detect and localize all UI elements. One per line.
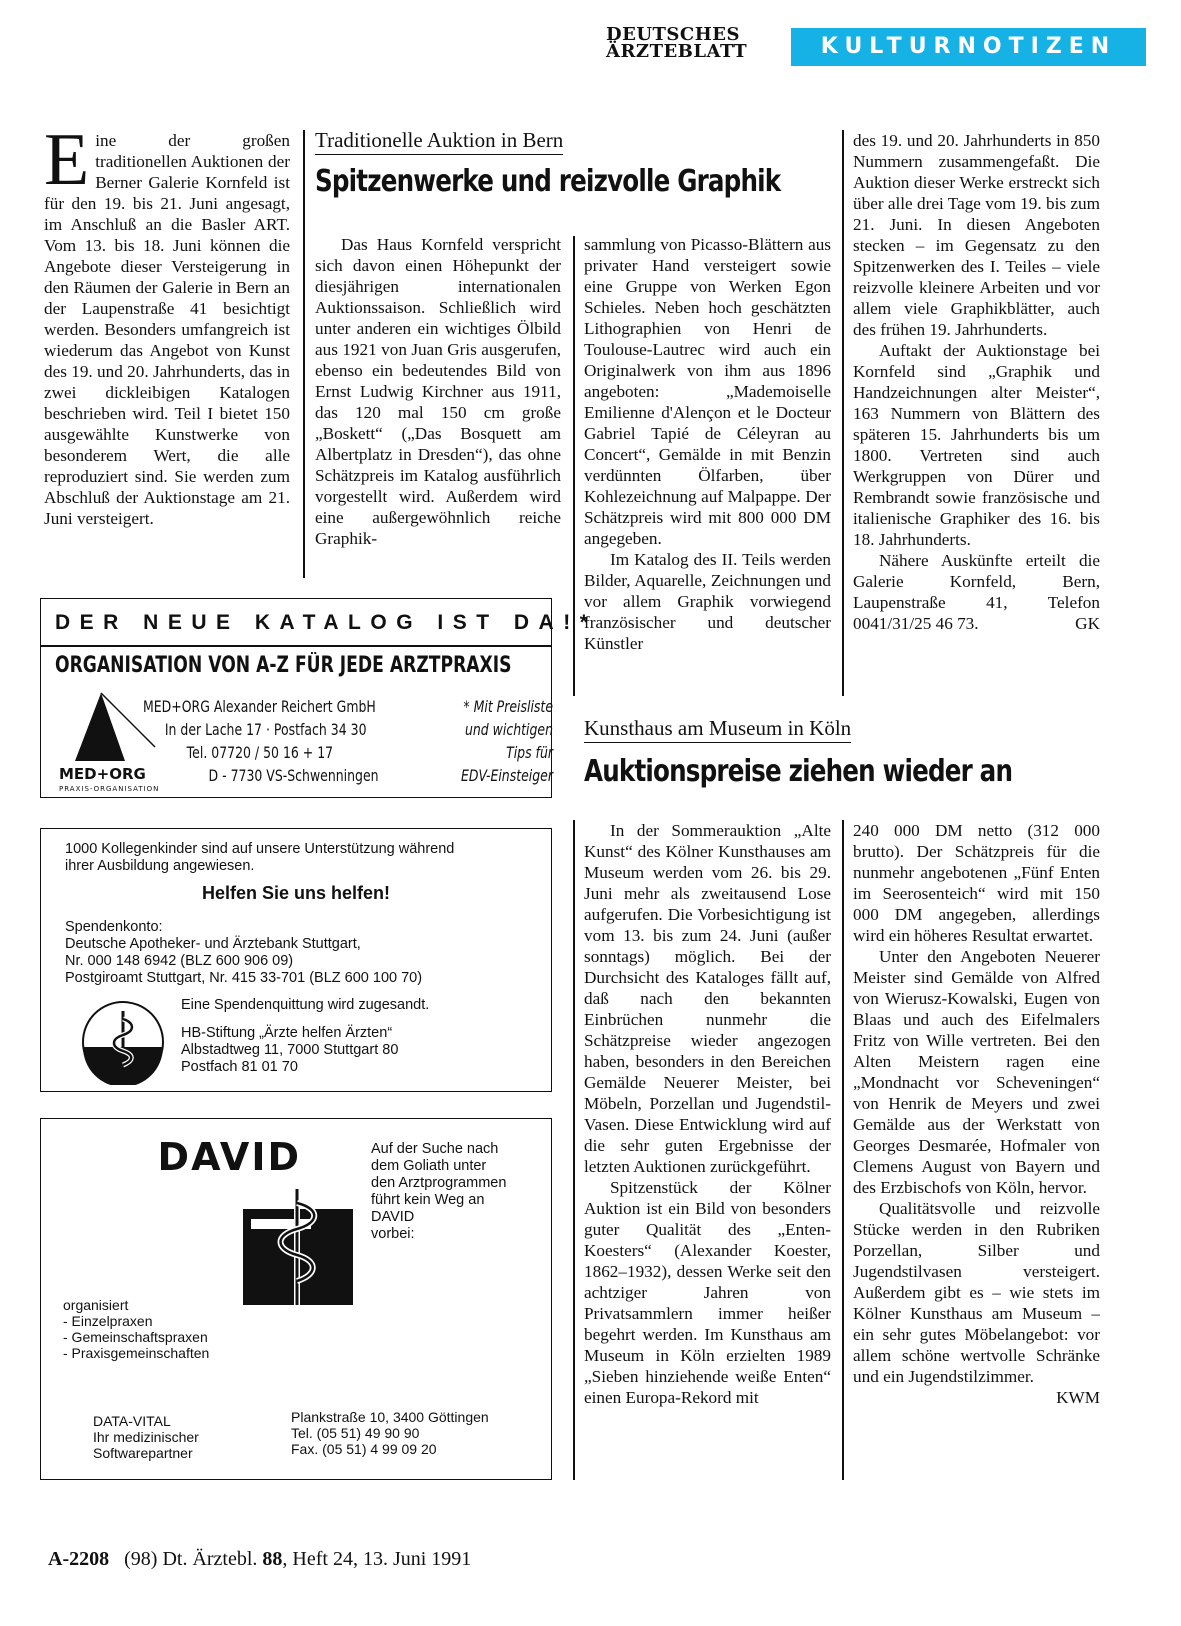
article-1-headline: Spitzenwerke und reizvolle Graphik [315,164,781,199]
ad-intro [65,841,454,875]
ad-headline: Helfen Sie uns helfen! [201,883,391,903]
article-2-column-1 [584,820,831,1408]
account-number: Nr. 000 148 6942 (BLZ 600 906 09) [65,953,294,969]
article-2-headline: Auktionspreise ziehen wieder an [584,754,1013,789]
article-2-header [584,716,1114,789]
list-item: - Gemeinschaftspraxen [63,1329,208,1345]
pitch-line: den Arztprogrammen [371,1175,507,1191]
foundation-address [181,1025,398,1076]
aesculap-emblem-icon [63,999,183,1085]
foundation-name: HB-Stiftung „Ärzte helfen Ärzten“ [181,1025,393,1041]
list-heading: organisiert [63,1297,129,1313]
service-list [63,1297,209,1361]
logo-line-1: DEUTSCHES [606,24,740,45]
po-box: Postfach 81 01 70 [181,1059,298,1075]
vendor-line: DATA-VITAL [93,1413,171,1429]
intro-line: ihrer Ausbildung angewiesen. [65,858,255,874]
phone: Tel. 07720 / 50 16 + 17 [186,743,334,762]
journal-logo [606,26,747,60]
bank-name: Deutsche Apotheker- und Ärztebank Stuttgart, [65,936,361,952]
page-code: A-2208 [48,1548,110,1570]
column-divider [573,820,575,1480]
note-line: Tips für [506,743,553,762]
ad-pitch [371,1141,506,1243]
masthead [606,20,1166,72]
paragraph: Qualitätsvolle und reizvolle Stücke werden in den Rubriken Porzellan, Silber und Jugendstilvasen versteigert. Außerdem gibt es – wie stets im Kölner Kunsthaus am Museum – ein sehr gutes Möbelangebot: vor allem schöne wertvolle Schränke und ein Jugendstilzimmer. [853,1199,1100,1386]
drop-cap: E [44,119,90,201]
paragraph: In der Sommerauktion „Alte Kunst“ des Kölner Kunsthauses am Museum werden vom 26. bis 29. Juni mehr als zweitausend Lose aufgerufen. Die Vorbesichtigung ist vom 13. bis zum 24. Juni (außer sonntags) möglich. Bei der Durchsicht des Kataloges fällt auf, daß nach den bekannten Einbrüchen nunmehr die Schätzpreise wieder angezogen haben, besonders in den Bereichen Gemälde Neuerer Meister, bei Möbeln, Porzellan und Jugendstil-Vasen. Diese Entwicklung wird auf die sehr guten Ergebnisse der letzten Auktionen zurückgeführt. [584,821,831,1176]
logo-subtext: PRAXIS-ORGANISATION [59,785,160,793]
note-line: EDV-Einsteiger [461,766,553,785]
intro-column [44,119,290,529]
note-line: * Mit Preisliste [463,697,553,716]
pitch-line: Auf der Suche nach [371,1141,499,1157]
ad-banner: DER NEUE KATALOG IST DA!* [55,611,598,634]
pitch-line: DAVID [371,1209,415,1225]
company-name: MED+ORG Alexander Reichert GmbH [143,697,376,716]
article-1-column-1 [315,234,561,549]
david-logo: DAVID [157,1135,301,1179]
vendor-line: Softwarepartner [93,1445,193,1461]
column-divider [303,130,305,578]
city: D - 7730 VS-Schwenningen [208,766,379,785]
volume: 88 [262,1548,283,1570]
computer-snake-icon [237,1189,365,1311]
article-1-header [315,128,833,199]
street: Albstadtweg 11, 7000 Stuttgart 80 [181,1042,399,1058]
account-label: Spendenkonto: [65,919,163,935]
paragraph: Spitzenstück der Kölner Auktion ist ein Bild von besonders guter Qualität des „Enten-Koesters“ (Alexander Koester, 1862–1932), dessen Werke seit den achtziger Jahren von Privatsammlern immer heißer begehrt werden. Im Kunsthaus am Museum in Köln erzielten 1989 „Sieben hinziehende weiße Enten“ einen Europa-Rekord mit [584,1178,831,1407]
medorg-advertisement [40,598,598,798]
address-line: Plankstraße 10, 3400 Göttingen [291,1409,489,1425]
paragraph: sammlung von Picasso-Blättern aus privater Hand versteigert sowie eine Gruppe von Werken Egon Schieles. Neben hoch geschätzten Lithographien von Henri de Toulouse-Lautrec wird auch ein Originalwerk von ihm aus 1896 angeboten: „Mademoiselle Emilienne d'Alençon et le Docteur Gabriel Tapié de Céleyran au Concert“, Gemälde in mit Benzin verdünnten Ölfarben, über Kohlezeichnung auf Malpappe. Der Schätzpreis wird mit 800 000 DM angegeben. [584,235,831,548]
list-item: - Praxisgemeinschaften [63,1345,210,1361]
logo-text: MED+ORG [59,765,146,783]
section-title: KULTURNOTIZEN [791,28,1146,66]
address-line: Tel. (05 51) 49 90 90 [291,1425,420,1441]
ad-note [461,695,553,787]
paragraph: Auftakt der Auktionstage bei Kornfeld sind „Graphik und Handzeichnungen alter Meister“, 163 Nummern von Blättern des späteren 15. Jahrhunderts bis um 1800. Vertreten sind auch Werkgruppen von Dürer und Rembrandt sowie französische und italienische Graphiker des 16. bis 18. Jahrhunderts. [853,341,1100,549]
intro-line: 1000 Kollegenkinder sind auf unsere Unterstützung während [65,841,455,857]
receipt-note: Eine Spendenquittung wird zugesandt. [181,997,430,1013]
ad-divider [41,645,551,647]
vendor-line: Ihr medizinischer [93,1429,199,1445]
account-number: Postgiroamt Stuttgart, Nr. 415 33-701 (BLZ 600 100 70) [65,970,423,986]
street: In der Lache 17 · Postfach 34 30 [164,720,367,739]
david-advertisement [40,1118,552,1480]
aerzte-helfen-advertisement [40,828,552,1092]
author-signature: GK [1075,614,1100,633]
paragraph: Unter den Angeboten Neuerer Meister sind Gemälde von Alfred von Wierusz-Kowalski, Eugen von Blaas und auch des Eifelmalers Fritz von Wille vertreten. Bei den Alten Meistern ragen eine „Mondnacht vor Scheveningen“ von Henrik de Meyers und zwei Gemälde aus der Werkstatt von Georges Desmarée, Hofmaler von Clemens August von Bayern und des Erzbischofs von Köln, hervor. [853,947,1100,1197]
bank-details [65,919,422,987]
issue-info: , Heft 24, 13. Juni 1991 [282,1548,472,1570]
vendor-name [93,1413,199,1461]
article-2-kicker: Kunsthaus am Museum in Köln [584,716,851,743]
pitch-line: führt kein Weg an [371,1192,485,1208]
author-signature: KWM [1056,1388,1100,1407]
article-1-kicker: Traditionelle Auktion in Bern [315,128,563,155]
page-number: (98) [124,1548,158,1570]
page-footer [48,1548,471,1571]
ad-subhead: ORGANISATION VON A-Z FÜR JEDE ARZTPRAXIS [55,653,512,678]
pitch-line: vorbei: [371,1226,415,1242]
pitch-line: dem Goliath unter [371,1158,487,1174]
column-divider [842,130,844,696]
paragraph: Im Katalog des II. Teils werden Bilder, Aquarelle, Zeichnungen und vor allem Graphik vorwiegend französischer und deutscher Künstler [584,550,831,653]
article-1-column-3 [853,130,1100,634]
list-item: - Einzelpraxen [63,1313,153,1329]
column-divider [842,820,844,1480]
article-1-column-2 [584,234,831,654]
article-2-column-2 [853,820,1100,1408]
paragraph: Das Haus Kornfeld verspricht sich davon einen Höhepunkt der diesjährigen internationalen Auktionssaison. Schließlich wird unter anderen ein wichtiges Ölbild aus 1921 von Juan Gris ausgerufen, ebenso ein bedeutendes Bild von Ernst Ludwig Kirchner aus 1911, das 120 mal 150 cm große „Boskett“ („Das Bosquett am Albertplatz in Dresden“), das ohne Schätzpreis im Katalog ausführlich vorgestellt wird. Außerdem wird eine außergewöhnlich reiche Graphik- [315,235,561,548]
vendor-address [291,1409,489,1457]
address-line: Fax. (05 51) 4 99 09 20 [291,1441,437,1457]
paragraph: Nähere Auskünfte erteilt die Galerie Kornfeld, Bern, Laupenstraße 41, Telefon 0041/31/25 46 73. [853,551,1100,633]
intro-text: ine der großen traditionellen Auktionen der Berner Galerie Kornfeld ist für den 19. bis 21. Juni angesagt, im Anschluß an die Basler ART. Vom 13. bis 18. Juni können die Angebote dieser Versteigerung in den Räumen der Galerie in Bern an der Laupenstraße 41 besichtigt werden. Besonders umfangreich ist wiederum das Angebot von Kunst des 19. und 20. Jahrhunderts, das in zwei dickleibigen Katalogen beschrieben wird. Teil I bietet 150 ausgewählte Kunstwerke von besonderem Wert, die alle reproduziert sind. Sie werden zum Abschluß der Auktionstage am 21. Juni versteigert. [44,131,290,528]
ad-address [143,695,379,787]
journal-name: Dt. Ärztebl. [162,1548,258,1570]
paragraph: des 19. und 20. Jahrhunderts in 850 Nummern zusammengefaßt. Die Auktion dieser Werke erstreckt sich über alle drei Tage vom 19. bis zum 21. Juni. In diesen Angeboten stecken – im Gegensatz zu den Spitzenwerken des I. Teiles – viele reizvolle kleinere Arbeiten und vor allem viele Graphikblätter, auch des frühen 19. Jahrhunderts. [853,131,1100,339]
note-line: und wichtigen [464,720,553,739]
paragraph: 240 000 DM netto (312 000 brutto). Der Schätzpreis für die nunmehr angebotenen „Fünf Enten im Seerosenteich“ wird mit 150 000 DM angegeben, allerdings wird ein höheres Resultat erwartet. [853,821,1100,945]
logo-line-2: ÄRZTEBLATT [606,41,748,62]
